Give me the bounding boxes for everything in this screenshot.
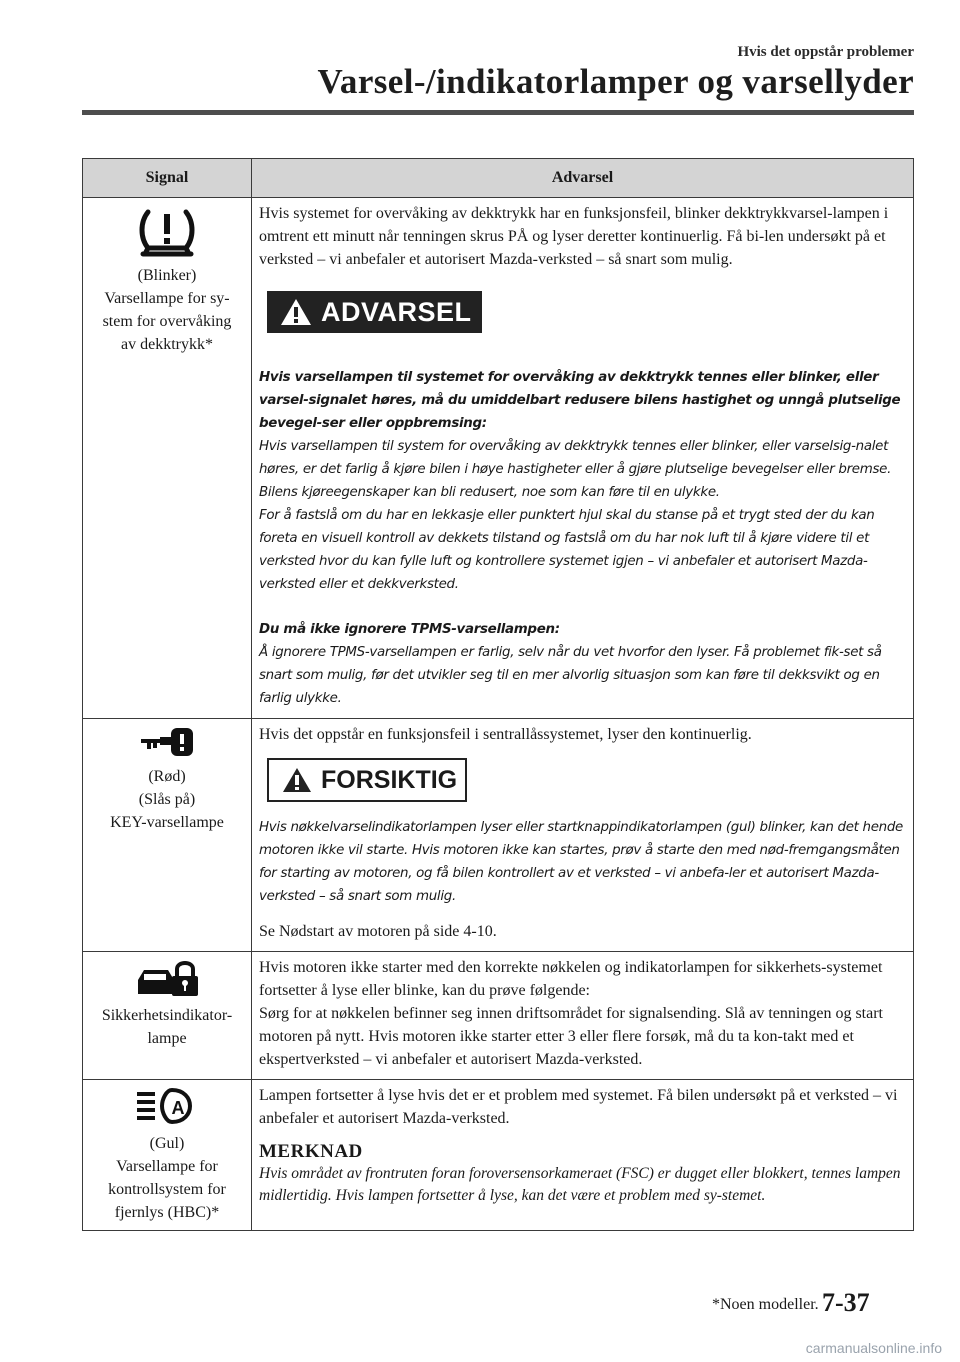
advarsel-badge — [267, 291, 482, 333]
signal-label: av dekktrykk* — [121, 336, 213, 353]
table-row-key — [83, 719, 914, 952]
body-text: Lampen fortsetter å lyse hvis det er et problem med systemet. Få bilen undersøkt på et verksted – vi anbefaler et autorisert Mazda-verksted. — [259, 1087, 898, 1127]
warning-cell — [252, 952, 914, 1080]
warning-cell — [252, 198, 914, 719]
warning-heading: Du må ikke ignorere TPMS-varsellampen: — [259, 622, 560, 637]
table-row-hbc — [83, 1080, 914, 1231]
warning-triangle-icon — [279, 297, 313, 327]
security-indicator-icon — [134, 958, 200, 998]
signal-cell — [83, 1080, 252, 1231]
tpms-warning-icon — [136, 204, 198, 258]
svg-text:A: A — [171, 1098, 185, 1118]
warning-cell — [252, 719, 914, 952]
signal-label: (Gul) — [149, 1135, 185, 1152]
signal-label: KEY-varsellampe — [110, 814, 224, 831]
signal-label: stem for overvåking — [102, 313, 232, 330]
caution-triangle-icon — [281, 766, 313, 794]
signal-label: (Slås på) — [138, 791, 196, 808]
signal-label: (Rød) — [148, 768, 186, 785]
section-header: Hvis det oppstår problemer — [737, 44, 914, 60]
column-header-signal: Signal — [83, 159, 252, 198]
intro-text: Hvis systemet for overvåking av dekktrykk har en funksjonsfeil, blinker dekktrykkvarsel-lampen i omtrent ett minutt når tenningen skrus PÅ og lyser deretter kontinuerlig. Få bi-len undersøkt på et verksted – vi anbefaler et autorisert Mazda-verksted – så snart som mulig. — [259, 205, 889, 268]
page-number: 7-37 — [822, 1288, 870, 1317]
footnote: *Noen modeller. — [712, 1296, 819, 1313]
signal-label: (Blinker) — [137, 267, 197, 284]
intro-text: Hvis det oppstår en funksjonsfeil i sentrallåssystemet, lyser den kontinuerlig. — [259, 726, 752, 743]
watermark: carmanualsonline.info — [805, 1340, 942, 1356]
warning-cell — [252, 1080, 914, 1231]
column-header-warning: Advarsel — [252, 159, 914, 198]
warning-text: For å fastslå om du har en lekkasje eller punktert hjul skal du stanse på et trygt sted der du kan foreta en visuell kontroll av dekkets tilstand og fastslå om du har nok luft til å kjøre videre til et verksted hvor du kan fylle luft og kontrollere systemet igjen – vi anbefaler et autorisert Mazda-verksted eller et dekkverksted. — [259, 508, 875, 592]
signal-label: Sikkerhetsindikator- — [101, 1007, 233, 1024]
reference-text: Se Nødstart av motoren på side 4-10. — [259, 923, 497, 940]
note-title: MERKNAD — [259, 1141, 363, 1162]
signal-cell — [83, 198, 252, 719]
warning-text: Hvis varsellampen til system for overvåking av dekktrykk tennes eller blinker, eller varselsig-nalet høres, er det farlig å kjøre bilen i høye hastigheter eller å gjøre plutselige bevegelser eller bremse. Bilens kjøreegenskaper kan bli redusert, noe som kan føre til en ulykke. — [259, 439, 892, 500]
note-text: Hvis området av frontruten foran foroversensorkameraet (FSC) er dugget eller blokkert, tennes lampen midlertidig. Hvis lampen fortsetter å lyse, kan det være et problem med sy-stemet. — [259, 1165, 901, 1204]
forsiktig-badge — [267, 758, 467, 802]
signal-label: Varsellampe for — [116, 1158, 218, 1175]
table-row-tpms — [83, 198, 914, 719]
table-row-security — [83, 952, 914, 1080]
page-title: Varsel-/indikatorlamper og varsellyder — [317, 62, 914, 101]
warning-text: Å ignorere TPMS-varsellampen er farlig, selv når du vet hvorfor den lyser. Få problemet fik-set så snart som mulig, før det utvikler seg til en mer alvorlig situasjon som kan føre til dekksvikt og en farlig ulykke. — [259, 645, 882, 706]
hbc-warning-icon — [134, 1086, 200, 1126]
signal-label: lampe — [147, 1030, 187, 1047]
signal-label: Varsellampe for sy- — [104, 290, 230, 307]
key-warning-icon — [138, 725, 196, 759]
caution-text: Hvis nøkkelvarselindikatorlampen lyser eller startknappindikatorlampen (gul) blinker, kan det hende motoren ikke vil starte. Hvis motoren ikke kan startes, prøv å starte den med nød-fremgangsmåten for starting av motoren, og få bilen kontrollert av et verksted – vi anbefa-ler et autorisert Mazda-verksted – så snart som mulig. — [259, 820, 903, 904]
signal-label: kontrollsystem for — [108, 1181, 226, 1198]
signal-label: fjernlys (HBC)* — [114, 1204, 220, 1221]
body-text: Sørg for at nøkkelen befinner seg innen driftsområdet for signalsending. Slå av tenningen og start motoren på nytt. Hvis motoren ikke starter etter 3 eller flere forsøk, må du ta kon-takt med et ekspertverksted – vi anbefaler et autorisert Mazda-verksted. — [259, 1005, 883, 1068]
signal-cell — [83, 952, 252, 1080]
badge-label: ADVARSEL — [321, 296, 472, 327]
table-header-row — [83, 159, 914, 198]
warning-table — [82, 158, 914, 1231]
header-divider — [82, 110, 914, 115]
body-text: Hvis motoren ikke starter med den korrekte nøkkelen og indikatorlampen for sikkerhets-systemet fortsetter å lyse eller blinke, kan du prøve følgende: — [259, 959, 883, 999]
warning-heading: Hvis varsellampen til systemet for overvåking av dekktrykk tennes eller blinker, eller varsel-signalet høres, må du umiddelbart redusere bilens hastighet og unngå plutselige bevegel-ser eller oppbremsing: — [259, 370, 901, 431]
signal-cell — [83, 719, 252, 952]
badge-label: FORSIKTIG — [321, 765, 458, 794]
